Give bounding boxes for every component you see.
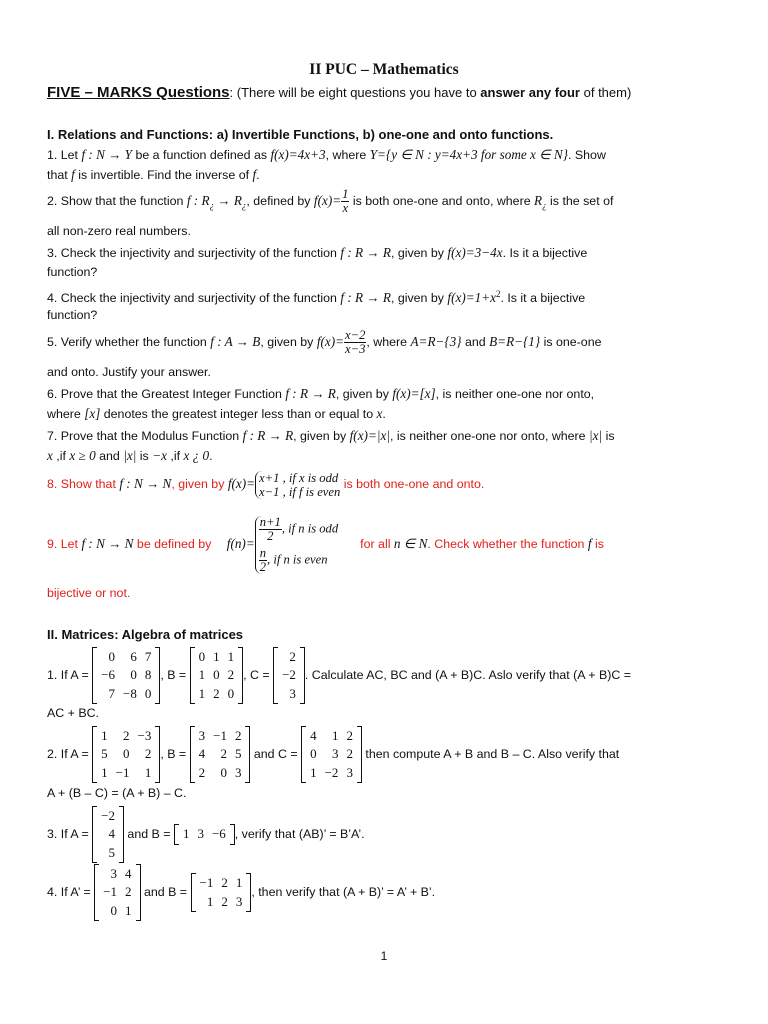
matrix-cell: 0 [220,764,227,780]
question-1-1 [47,147,606,163]
matrix-cell: 1 [144,764,152,780]
math: B=R−{1} [489,333,541,349]
matrix-cell: 0 [213,667,220,683]
matrix-cell: −3 [137,727,152,743]
text: . Show [568,148,606,162]
question-1-9 [47,510,604,578]
text: , B = [160,668,187,682]
math: f(x)=3−4x [447,245,503,260]
text: , given by [390,291,448,306]
text: bijective or not. [47,586,131,600]
question-2-1 [47,645,631,705]
text: , given by [171,477,228,491]
matrix-cell: 2 [234,727,242,743]
math: A=R−{3} [410,333,462,349]
text: , defined by [246,193,314,208]
math: Y={y ∈ N : y=4x+3 for some x ∈ N} [369,147,569,162]
matrix-cell: 0 [227,685,235,701]
math: f(x)= [313,192,342,208]
matrix-cell: 7 [144,648,152,664]
matrix-cell: 3 [235,893,243,909]
matrix-cell: −2 [324,764,339,780]
matrix-cell: 5 [234,746,242,762]
note-bold: answer any four [480,85,580,100]
matrix [301,726,362,784]
matrix-cell: 3 [346,764,353,780]
piecewise-brace: $\frac{n+1}{2}$ , if n is odd $\frac{n}{2}$ , if n is even [255,516,338,574]
math: f(x)=1+x [447,290,496,306]
math: f(n)= [226,536,255,551]
matrix-cell: 1 [235,875,243,891]
question-2-2 [47,724,619,784]
text: and [461,334,490,349]
matrix-cell: 0 [198,648,206,664]
text: where [47,407,85,421]
text: , is neither one-one nor onto, where [389,429,590,443]
matrix-cell: −6 [101,667,115,683]
section-1-heading: I. Relations and Functions: a) Invertible Functions, b) one-one and onto functions. [47,127,554,142]
text: 9. Let [47,537,82,551]
matrix-cell: 0 [310,746,317,762]
question-1-4 [47,287,585,306]
math: f : R → R [340,290,391,306]
matrix-cell: 5 [101,746,108,762]
matrix-cell: 4 [125,865,132,881]
matrix-cell: 3 [234,764,242,780]
matrix-cell: 2 [122,727,130,743]
matrix-cell: 2 [289,648,296,664]
question-1-6 [47,386,594,402]
question-2-1-cont [47,706,99,721]
matrix-cell: 5 [108,844,115,860]
text: , where [366,334,411,349]
text: all non-zero real numbers. [47,224,191,238]
text: , where [325,148,370,162]
math: f : N → N [81,536,134,551]
section-2-heading: II. Matrices: Algebra of matrices [47,627,244,642]
text: 4. If A’ = [47,885,91,899]
question-1-3-cont [47,265,97,280]
question-1-5-cont [47,365,211,380]
text: . Calculate AC, BC and (A + B)C. Aslo verify that (A + B)C = [304,668,632,682]
matrix-cell: 3 [289,685,296,701]
math: x ¿ 0 [183,448,210,463]
matrix-cell: 1 [310,764,317,780]
text: is [136,449,153,463]
question-1-4-cont [47,308,97,323]
text: . Is it a bijective [500,291,586,306]
question-1-1-cont [47,167,260,183]
matrix-cell: 2 [346,746,353,762]
text: is [602,429,615,443]
text: be defined by [133,537,215,551]
text: . Check whether the function [427,537,588,551]
matrix-cell: 3 [197,826,204,842]
text: that [47,168,72,182]
note-prefix: : (There will be eight questions you have to [229,85,481,100]
math: f [71,167,75,182]
text: , verify that (AB)’ = B’A’. [234,827,365,841]
text: , C = [243,668,270,682]
text: 7. Prove that the Modulus Function [47,429,243,443]
fraction: $\frac{1}{x}$ [342,187,349,215]
matrix-cell: −1 [199,875,214,891]
question-1-7-cont [47,448,213,464]
matrix [191,873,252,912]
math: f : N → Y [81,147,133,162]
math: −x [152,448,167,463]
math: f(x)= [316,333,345,349]
matrix [92,806,124,864]
text: . [382,407,386,421]
text: , given by [335,387,393,401]
math: f : N → N [119,476,172,491]
matrix-cell: 1 [198,667,206,683]
text: 6. Prove that the Greatest Integer Function [47,387,286,401]
matrix-cell: 1 [227,648,235,664]
text: 3. Check the injectivity and surjectivity of the function [47,246,341,260]
question-1-9-cont [47,586,130,601]
text: function? [47,265,98,279]
math: [x] [84,406,101,421]
text: is one-one [540,334,602,349]
fraction: $\frac{x-2}{x-3}$ [345,328,366,356]
page-number: 1 [380,949,388,963]
marks-label: FIVE – MARKS Questions [47,84,230,101]
matrix-cell: 2 [346,727,353,743]
math: f(x)=[x] [392,386,436,401]
matrix-cell: 4 [198,746,206,762]
question-1-7 [47,428,615,444]
text: A + (B – C) = (A + B) – C. [47,786,187,800]
math: f : R → R [242,428,294,443]
math: x [376,406,383,421]
text: and B = [123,827,171,841]
text: is the set of [546,193,614,208]
question-1-8 [47,468,484,500]
text: 1. If A = [47,668,89,682]
text: and onto. Justify your answer. [47,365,211,379]
piecewise-brace: x+1 , if x is odd x−1 , if f is even [255,471,340,499]
math: ¿ [209,200,215,211]
math: |x| [123,448,137,463]
text: function? [47,308,98,322]
matrix-cell: 2 [221,875,228,891]
matrix-cell: 2 [221,893,228,909]
math: R [534,192,543,208]
matrix-cell: 4 [310,727,317,743]
text: is both one-one and onto. [340,477,485,491]
math: f(x)=|x| [349,428,390,443]
matrix-cell: −1 [103,884,118,900]
math: f [252,167,257,182]
matrix-cell: 0 [110,902,118,918]
math: ¿ [241,200,247,211]
matrix-cell: −2 [282,667,296,683]
text: ,if [52,449,70,463]
text: is both one-one and onto, where [349,193,535,208]
matrix [190,647,244,705]
matrix-cell: 2 [220,746,227,762]
text: , given by [260,334,317,349]
math: f [587,536,592,551]
matrix-cell: −1 [213,727,227,743]
text: , given by [293,429,350,443]
superscript: 2 [495,289,501,299]
matrix-cell: −2 [101,807,115,823]
math: f(x)=4x+3 [270,147,326,162]
text: 1. Let [47,148,82,162]
matrix-cell: 1 [101,727,108,743]
text: , B = [160,747,187,761]
math: f : A → B [210,333,261,349]
matrix-cell: −8 [122,685,137,701]
text: . [256,168,260,182]
text: . Is it a bijective [502,246,588,260]
text: , then verify that (A + B)’ = A’ + B’. [251,885,436,899]
matrix-cell: 0 [108,648,115,664]
matrix-cell: 1 [206,893,214,909]
text: and C = [250,747,298,761]
matrix-cell: 7 [108,685,115,701]
text: , is neither one-one nor onto, [435,387,595,401]
matrix-cell: 2 [144,746,152,762]
text: is [591,537,604,551]
matrix-cell: −6 [211,826,226,842]
page-title: II PUC – Mathematics [309,61,459,78]
question-2-2-cont [47,786,186,801]
text: ,if [166,449,184,463]
math: f : R → R [285,386,336,401]
matrix [174,824,235,845]
note-suffix: of them) [580,85,632,100]
matrix-cell: 0 [144,685,152,701]
text: 5. Verify whether the function [47,334,211,349]
math: n ∈ N [393,536,428,551]
matrix-cell: 1 [182,826,190,842]
matrix [92,726,160,784]
text: 4. Check the injectivity and surjectivity of the function [47,291,341,306]
text: is invertible. Find the inverse of [74,168,253,182]
text: 2. If A = [47,747,89,761]
matrix-cell: −1 [115,764,130,780]
text: be a function defined as [132,148,271,162]
text: 8. Show that [47,477,120,491]
matrix [92,647,160,705]
math: x [47,448,53,463]
text: 2. Show that the function [47,193,187,208]
math: f : R → R [340,245,391,260]
matrix-cell: 1 [331,727,339,743]
matrix-cell: 3 [331,746,339,762]
math: ¿ [542,200,547,211]
matrix [190,726,251,784]
question-1-5 [47,329,601,356]
math: f : R [186,192,210,208]
matrix-cell: 2 [198,764,206,780]
matrix-cell: 2 [227,667,235,683]
matrix-cell: 2 [213,685,220,701]
matrix-cell: 2 [125,884,132,900]
text: then compute A + B and B – C. Also verify that [361,747,620,761]
matrix-cell: 3 [198,727,206,743]
question-1-6-cont [47,406,386,422]
text: 3. If A = [47,827,89,841]
text: denotes the greatest integer less than or equal to [100,407,377,421]
text: and B = [140,885,188,899]
matrix-cell: 1 [198,685,206,701]
marks-heading [47,84,631,101]
text: . [209,449,213,463]
matrix-cell: 1 [125,902,132,918]
matrix-cell: 6 [130,648,137,664]
matrix [94,864,140,922]
text: and [95,449,124,463]
matrix-cell: 3 [110,865,118,881]
matrix-cell: 4 [108,826,115,842]
question-2-4 [47,862,435,922]
matrix-cell: 1 [101,764,108,780]
matrix-cell: 0 [122,746,130,762]
math: x ≥ 0 [69,448,96,463]
math: f(x)= [227,476,256,491]
math: → R [214,192,242,208]
matrix [273,647,305,705]
question-2-3 [47,804,365,864]
question-1-2 [47,188,613,215]
text: , given by [390,246,448,260]
matrix-cell: 1 [213,648,220,664]
question-1-2-cont [47,224,191,239]
math: |x| [589,428,603,443]
text: for all [360,537,394,551]
text: AC + BC. [47,706,99,720]
matrix-cell: 8 [144,667,152,683]
question-1-3 [47,245,587,261]
matrix-cell: 0 [130,667,137,683]
